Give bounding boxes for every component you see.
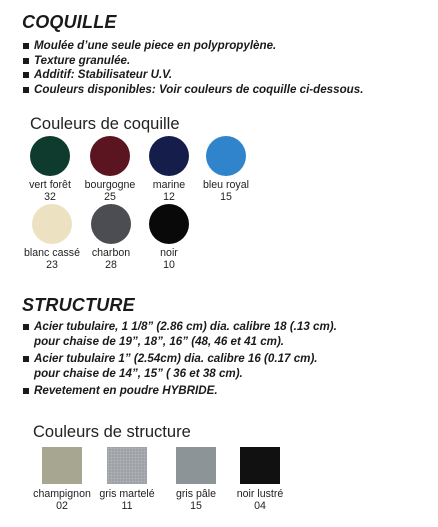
color-name: champignon	[33, 488, 91, 500]
coquille-color-swatch	[131, 204, 207, 272]
color-name: bleu royal	[203, 179, 249, 191]
color-name: blanc cassé	[24, 247, 80, 259]
coquille-heading: COQUILLE	[22, 12, 117, 32]
color-code: 12	[163, 191, 175, 204]
color-circle	[32, 204, 72, 244]
color-square	[42, 447, 82, 484]
color-name: charbon	[91, 247, 131, 259]
color-name: bourgogne	[84, 179, 136, 191]
coquille-color-swatch	[188, 136, 264, 204]
color-code: 28	[105, 259, 117, 272]
coquille-bullet-2: Texture granulée.	[20, 54, 363, 69]
color-name: marine	[152, 179, 186, 191]
coquille-bullet-3: Additif: Stabilisateur U.V.	[20, 68, 363, 83]
structure-color-swatch	[89, 447, 165, 513]
bullet-square-icon	[20, 83, 34, 98]
color-square	[240, 447, 280, 484]
color-name: gris pâle	[175, 488, 217, 500]
color-name: noir lustré	[236, 488, 284, 500]
structure-color-swatch	[222, 447, 298, 513]
structure-bullet-list	[20, 320, 337, 399]
color-circle	[149, 136, 189, 176]
color-square	[107, 447, 147, 484]
color-name: noir	[160, 247, 178, 259]
bullet-square-icon	[20, 352, 34, 367]
coquille-bullet-1: Moulée d’une seule piece en polypropylène.	[20, 39, 363, 54]
color-code: 25	[104, 191, 116, 204]
coquille-colors-title: Couleurs de coquille	[30, 115, 180, 133]
bullet-square-icon	[20, 39, 34, 54]
color-circle	[90, 136, 130, 176]
color-name: vert forêt	[29, 179, 71, 191]
color-code: 23	[46, 259, 58, 272]
color-circle	[30, 136, 70, 176]
coquille-bullet-list	[20, 39, 363, 97]
color-code: 10	[163, 259, 175, 272]
color-code: 15	[220, 191, 232, 204]
color-code: 32	[44, 191, 56, 204]
structure-bullet-3: Revetement en poudre HYBRIDE.	[20, 384, 337, 399]
bullet-square-icon	[20, 68, 34, 83]
color-name: gris martelé	[99, 488, 155, 500]
color-code: 02	[56, 500, 68, 513]
structure-heading: STRUCTURE	[22, 295, 135, 315]
color-code: 11	[121, 500, 133, 513]
structure-bullet-2: Acier tubulaire 1” (2.54cm) dia. calibre 16 (0.17 cm). pour chaise de 14”, 15” ( 36 et 38 cm).	[20, 352, 337, 381]
color-circle	[91, 204, 131, 244]
bullet-square-icon	[20, 54, 34, 69]
bullet-square-icon	[20, 320, 34, 335]
color-circle	[206, 136, 246, 176]
coquille-bullet-4: Couleurs disponibles: Voir couleurs de coquille ci-dessous.	[20, 83, 363, 98]
structure-colors-title: Couleurs de structure	[33, 423, 191, 441]
color-code: 04	[254, 500, 266, 513]
structure-bullet-1: Acier tubulaire, 1 1/8” (2.86 cm) dia. calibre 18 (.13 cm). pour chaise de 19”, 18”, 16” (48, 46 et 41 cm).	[20, 320, 337, 349]
color-circle	[149, 204, 189, 244]
bullet-square-icon	[20, 384, 34, 399]
color-code: 15	[190, 500, 202, 513]
color-square	[176, 447, 216, 484]
